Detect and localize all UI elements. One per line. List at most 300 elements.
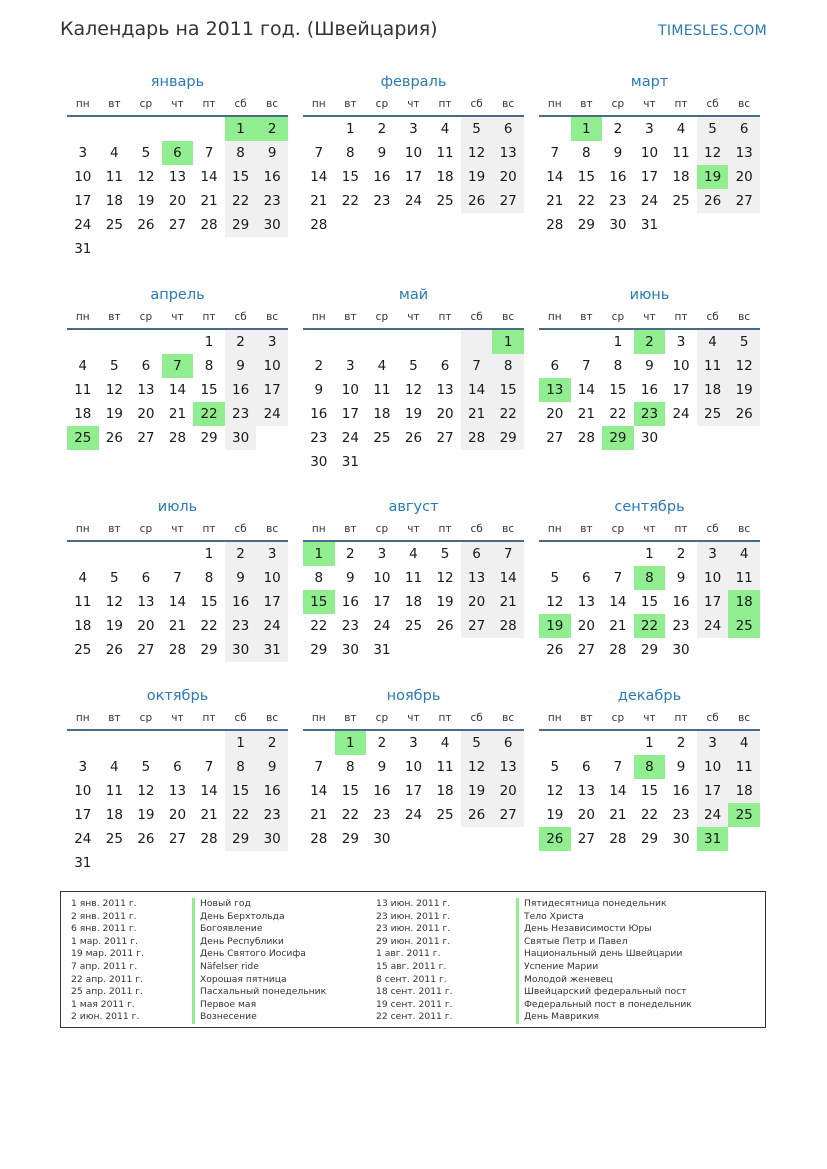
- day-cell[interactable]: 10: [341, 382, 359, 398]
- day-cell[interactable]: 14: [310, 169, 328, 185]
- day-cell[interactable]: 22: [640, 807, 659, 823]
- day-cell[interactable]: 9: [256, 141, 288, 165]
- day-cell[interactable]: 25: [74, 642, 92, 658]
- day-cell[interactable]: 1: [346, 121, 355, 137]
- day-cell[interactable]: 9: [676, 759, 686, 775]
- day-cell[interactable]: 7: [173, 570, 182, 586]
- holiday-day-cell[interactable]: 19: [697, 165, 729, 189]
- day-cell[interactable]: 31: [74, 855, 92, 871]
- holiday-day-cell[interactable]: 23: [634, 402, 666, 426]
- day-cell[interactable]: 31: [373, 642, 391, 658]
- day-cell[interactable]: 24: [256, 402, 288, 426]
- day-cell[interactable]: 2: [377, 735, 387, 751]
- day-cell[interactable]: 20: [436, 406, 454, 422]
- day-cell[interactable]: 23: [225, 614, 257, 638]
- day-cell[interactable]: 22: [492, 402, 524, 426]
- day-cell[interactable]: 25: [105, 217, 123, 233]
- day-cell[interactable]: 21: [168, 618, 187, 634]
- day-cell[interactable]: 20: [137, 618, 155, 634]
- day-cell[interactable]: 10: [256, 566, 288, 590]
- day-cell[interactable]: 6: [173, 759, 182, 775]
- day-cell[interactable]: 4: [440, 121, 450, 137]
- holiday-day-cell[interactable]: 26: [539, 827, 571, 851]
- day-cell[interactable]: 24: [256, 614, 288, 638]
- day-cell[interactable]: 3: [697, 731, 729, 755]
- day-cell[interactable]: 1: [645, 546, 654, 562]
- day-cell[interactable]: 29: [225, 213, 257, 237]
- day-cell[interactable]: 5: [550, 570, 560, 586]
- day-cell[interactable]: 7: [204, 145, 214, 161]
- day-cell[interactable]: 24: [672, 406, 690, 422]
- day-cell[interactable]: 14: [310, 783, 328, 799]
- holiday-day-cell[interactable]: 25: [67, 426, 99, 450]
- day-cell[interactable]: 5: [461, 117, 493, 141]
- day-cell[interactable]: 14: [546, 169, 564, 185]
- day-cell[interactable]: 24: [404, 807, 423, 823]
- day-cell[interactable]: 12: [137, 783, 155, 799]
- day-cell[interactable]: 1: [613, 334, 623, 350]
- day-cell[interactable]: 17: [404, 169, 423, 185]
- day-cell[interactable]: 18: [105, 807, 123, 823]
- day-cell[interactable]: 21: [577, 406, 595, 422]
- holiday-day-cell[interactable]: 22: [193, 402, 225, 426]
- day-cell[interactable]: 16: [373, 169, 391, 185]
- day-cell[interactable]: 23: [256, 189, 288, 213]
- day-cell[interactable]: 16: [672, 783, 690, 799]
- day-cell[interactable]: 29: [492, 426, 524, 450]
- day-cell[interactable]: 9: [314, 382, 324, 398]
- day-cell[interactable]: 29: [341, 831, 359, 847]
- holiday-day-cell[interactable]: 15: [303, 590, 335, 614]
- day-cell[interactable]: 10: [74, 169, 92, 185]
- day-cell[interactable]: 31: [341, 454, 359, 470]
- day-cell[interactable]: 5: [110, 570, 119, 586]
- day-cell[interactable]: 26: [461, 189, 493, 213]
- day-cell[interactable]: 4: [697, 330, 729, 354]
- day-cell[interactable]: 13: [728, 141, 760, 165]
- day-cell[interactable]: 13: [492, 141, 524, 165]
- day-cell[interactable]: 11: [436, 145, 454, 161]
- day-cell[interactable]: 28: [310, 217, 328, 233]
- holiday-day-cell[interactable]: 31: [697, 827, 729, 851]
- day-cell[interactable]: 23: [373, 193, 391, 209]
- day-cell[interactable]: 22: [577, 193, 595, 209]
- day-cell[interactable]: 13: [461, 566, 493, 590]
- day-cell[interactable]: 29: [577, 217, 595, 233]
- day-cell[interactable]: 1: [225, 731, 257, 755]
- day-cell[interactable]: 16: [609, 169, 627, 185]
- day-cell[interactable]: 5: [110, 358, 119, 374]
- day-cell[interactable]: 22: [341, 193, 359, 209]
- holiday-day-cell[interactable]: 1: [303, 542, 335, 566]
- day-cell[interactable]: 25: [404, 618, 423, 634]
- day-cell[interactable]: 27: [436, 430, 454, 446]
- day-cell[interactable]: 8: [204, 358, 214, 374]
- holiday-day-cell[interactable]: 1: [225, 117, 257, 141]
- day-cell[interactable]: 30: [341, 642, 359, 658]
- day-cell[interactable]: 3: [346, 358, 355, 374]
- day-cell[interactable]: 10: [697, 755, 729, 779]
- day-cell[interactable]: 5: [461, 731, 493, 755]
- day-cell[interactable]: 27: [728, 189, 760, 213]
- day-cell[interactable]: 23: [225, 402, 257, 426]
- day-cell[interactable]: 14: [492, 566, 524, 590]
- day-cell[interactable]: 3: [409, 121, 418, 137]
- day-cell[interactable]: 8: [492, 354, 524, 378]
- day-cell[interactable]: 12: [137, 169, 155, 185]
- day-cell[interactable]: 28: [200, 831, 218, 847]
- day-cell[interactable]: 11: [436, 759, 454, 775]
- day-cell[interactable]: 7: [314, 145, 324, 161]
- day-cell[interactable]: 28: [546, 217, 564, 233]
- day-cell[interactable]: 12: [697, 141, 729, 165]
- day-cell[interactable]: 2: [225, 542, 257, 566]
- day-cell[interactable]: 5: [440, 546, 450, 562]
- day-cell[interactable]: 14: [168, 382, 187, 398]
- day-cell[interactable]: 17: [256, 378, 288, 402]
- day-cell[interactable]: 28: [609, 642, 627, 658]
- day-cell[interactable]: 24: [697, 803, 729, 827]
- day-cell[interactable]: 23: [341, 618, 359, 634]
- day-cell[interactable]: 13: [436, 382, 454, 398]
- day-cell[interactable]: 15: [609, 382, 627, 398]
- day-cell[interactable]: 18: [74, 406, 92, 422]
- day-cell[interactable]: 7: [461, 354, 493, 378]
- day-cell[interactable]: 21: [200, 807, 218, 823]
- day-cell[interactable]: 5: [409, 358, 418, 374]
- day-cell[interactable]: 7: [204, 759, 214, 775]
- day-cell[interactable]: 17: [373, 594, 391, 610]
- day-cell[interactable]: 17: [404, 783, 423, 799]
- day-cell[interactable]: 8: [582, 145, 591, 161]
- day-cell[interactable]: 17: [341, 406, 359, 422]
- day-cell[interactable]: 9: [377, 759, 387, 775]
- day-cell[interactable]: 19: [137, 193, 155, 209]
- day-cell[interactable]: 17: [74, 807, 92, 823]
- day-cell[interactable]: 28: [168, 642, 187, 658]
- day-cell[interactable]: 15: [492, 378, 524, 402]
- day-cell[interactable]: 19: [105, 406, 123, 422]
- day-cell[interactable]: 30: [310, 454, 328, 470]
- day-cell[interactable]: 10: [74, 783, 92, 799]
- holiday-day-cell[interactable]: 2: [634, 330, 666, 354]
- day-cell[interactable]: 14: [609, 594, 627, 610]
- day-cell[interactable]: 11: [105, 783, 123, 799]
- day-cell[interactable]: 24: [341, 430, 359, 446]
- day-cell[interactable]: 19: [404, 406, 423, 422]
- day-cell[interactable]: 15: [200, 382, 218, 398]
- day-cell[interactable]: 27: [168, 217, 187, 233]
- day-cell[interactable]: 3: [78, 145, 88, 161]
- day-cell[interactable]: 28: [577, 430, 595, 446]
- day-cell[interactable]: 30: [225, 426, 257, 450]
- day-cell[interactable]: 17: [74, 193, 92, 209]
- holiday-day-cell[interactable]: 22: [634, 614, 666, 638]
- day-cell[interactable]: 21: [200, 193, 218, 209]
- day-cell[interactable]: 29: [200, 642, 218, 658]
- day-cell[interactable]: 21: [609, 807, 627, 823]
- day-cell[interactable]: 1: [645, 735, 654, 751]
- day-cell[interactable]: 16: [341, 594, 359, 610]
- day-cell[interactable]: 10: [373, 570, 391, 586]
- day-cell[interactable]: 16: [672, 594, 690, 610]
- day-cell[interactable]: 8: [346, 145, 355, 161]
- day-cell[interactable]: 4: [78, 358, 88, 374]
- day-cell[interactable]: 19: [728, 378, 760, 402]
- day-cell[interactable]: 13: [137, 382, 155, 398]
- day-cell[interactable]: 25: [436, 807, 454, 823]
- day-cell[interactable]: 11: [373, 382, 391, 398]
- day-cell[interactable]: 2: [676, 546, 686, 562]
- day-cell[interactable]: 15: [640, 594, 659, 610]
- day-cell[interactable]: 11: [105, 169, 123, 185]
- day-cell[interactable]: 14: [168, 594, 187, 610]
- day-cell[interactable]: 7: [492, 542, 524, 566]
- day-cell[interactable]: 21: [546, 193, 564, 209]
- day-cell[interactable]: 8: [225, 755, 257, 779]
- day-cell[interactable]: 18: [105, 193, 123, 209]
- day-cell[interactable]: 26: [137, 217, 155, 233]
- day-cell[interactable]: 11: [404, 570, 423, 586]
- day-cell[interactable]: 27: [137, 642, 155, 658]
- day-cell[interactable]: 29: [225, 827, 257, 851]
- day-cell[interactable]: 26: [105, 642, 123, 658]
- holiday-day-cell[interactable]: 8: [634, 755, 666, 779]
- day-cell[interactable]: 22: [225, 189, 257, 213]
- day-cell[interactable]: 6: [550, 358, 560, 374]
- day-cell[interactable]: 8: [225, 141, 257, 165]
- day-cell[interactable]: 26: [404, 430, 423, 446]
- day-cell[interactable]: 16: [225, 378, 257, 402]
- day-cell[interactable]: 4: [377, 358, 387, 374]
- day-cell[interactable]: 27: [492, 803, 524, 827]
- holiday-day-cell[interactable]: 1: [492, 330, 524, 354]
- day-cell[interactable]: 31: [640, 217, 659, 233]
- day-cell[interactable]: 30: [640, 430, 659, 446]
- holiday-day-cell[interactable]: 8: [634, 566, 666, 590]
- day-cell[interactable]: 4: [440, 735, 450, 751]
- day-cell[interactable]: 9: [676, 570, 686, 586]
- day-cell[interactable]: 15: [225, 165, 257, 189]
- day-cell[interactable]: 6: [492, 731, 524, 755]
- day-cell[interactable]: 9: [613, 145, 623, 161]
- day-cell[interactable]: 29: [200, 430, 218, 446]
- day-cell[interactable]: 21: [461, 402, 493, 426]
- day-cell[interactable]: 11: [672, 145, 690, 161]
- day-cell[interactable]: 10: [697, 566, 729, 590]
- day-cell[interactable]: 18: [436, 783, 454, 799]
- day-cell[interactable]: 7: [613, 759, 623, 775]
- day-cell[interactable]: 9: [225, 354, 257, 378]
- day-cell[interactable]: 15: [640, 783, 659, 799]
- day-cell[interactable]: 23: [373, 807, 391, 823]
- day-cell[interactable]: 23: [310, 430, 328, 446]
- day-cell[interactable]: 20: [577, 807, 595, 823]
- holiday-day-cell[interactable]: 29: [602, 426, 634, 450]
- day-cell[interactable]: 19: [461, 779, 493, 803]
- day-cell[interactable]: 27: [137, 430, 155, 446]
- day-cell[interactable]: 22: [310, 618, 328, 634]
- day-cell[interactable]: 30: [256, 827, 288, 851]
- day-cell[interactable]: 7: [314, 759, 324, 775]
- day-cell[interactable]: 16: [640, 382, 659, 398]
- day-cell[interactable]: 6: [728, 117, 760, 141]
- holiday-day-cell[interactable]: 6: [162, 141, 194, 165]
- day-cell[interactable]: 30: [672, 831, 690, 847]
- day-cell[interactable]: 12: [105, 594, 123, 610]
- day-cell[interactable]: 4: [110, 759, 119, 775]
- day-cell[interactable]: 4: [409, 546, 418, 562]
- day-cell[interactable]: 4: [78, 570, 88, 586]
- day-cell[interactable]: 6: [440, 358, 450, 374]
- day-cell[interactable]: 12: [436, 570, 454, 586]
- day-cell[interactable]: 26: [137, 831, 155, 847]
- holiday-day-cell[interactable]: 7: [162, 354, 194, 378]
- day-cell[interactable]: 7: [582, 358, 591, 374]
- holiday-day-cell[interactable]: 18: [728, 590, 760, 614]
- day-cell[interactable]: 5: [141, 145, 151, 161]
- day-cell[interactable]: 20: [461, 590, 493, 614]
- day-cell[interactable]: 7: [550, 145, 560, 161]
- day-cell[interactable]: 5: [141, 759, 151, 775]
- day-cell[interactable]: 2: [613, 121, 623, 137]
- day-cell[interactable]: 14: [200, 169, 218, 185]
- day-cell[interactable]: 14: [609, 783, 627, 799]
- day-cell[interactable]: 13: [577, 783, 595, 799]
- day-cell[interactable]: 12: [546, 783, 564, 799]
- day-cell[interactable]: 3: [697, 542, 729, 566]
- day-cell[interactable]: 31: [74, 241, 92, 257]
- day-cell[interactable]: 24: [74, 217, 92, 233]
- day-cell[interactable]: 10: [672, 358, 690, 374]
- day-cell[interactable]: 13: [168, 783, 187, 799]
- day-cell[interactable]: 20: [492, 779, 524, 803]
- day-cell[interactable]: 15: [577, 169, 595, 185]
- day-cell[interactable]: 16: [256, 779, 288, 803]
- day-cell[interactable]: 4: [110, 145, 119, 161]
- day-cell[interactable]: 11: [728, 755, 760, 779]
- day-cell[interactable]: 3: [676, 334, 686, 350]
- day-cell[interactable]: 18: [436, 169, 454, 185]
- day-cell[interactable]: 14: [577, 382, 595, 398]
- day-cell[interactable]: 30: [672, 642, 690, 658]
- day-cell[interactable]: 3: [78, 759, 88, 775]
- day-cell[interactable]: 26: [461, 803, 493, 827]
- day-cell[interactable]: 20: [168, 193, 187, 209]
- day-cell[interactable]: 21: [492, 590, 524, 614]
- day-cell[interactable]: 18: [74, 618, 92, 634]
- day-cell[interactable]: 18: [404, 594, 423, 610]
- day-cell[interactable]: 17: [256, 590, 288, 614]
- day-cell[interactable]: 30: [609, 217, 627, 233]
- day-cell[interactable]: 21: [310, 807, 328, 823]
- day-cell[interactable]: 14: [200, 783, 218, 799]
- day-cell[interactable]: 22: [609, 406, 627, 422]
- day-cell[interactable]: 26: [105, 430, 123, 446]
- day-cell[interactable]: 18: [697, 378, 729, 402]
- day-cell[interactable]: 10: [640, 145, 659, 161]
- day-cell[interactable]: 5: [697, 117, 729, 141]
- holiday-day-cell[interactable]: 1: [335, 731, 367, 755]
- holiday-day-cell[interactable]: 25: [728, 614, 760, 638]
- day-cell[interactable]: 1: [204, 546, 214, 562]
- day-cell[interactable]: 15: [341, 783, 359, 799]
- day-cell[interactable]: 29: [640, 831, 659, 847]
- day-cell[interactable]: 15: [200, 594, 218, 610]
- day-cell[interactable]: 24: [373, 618, 391, 634]
- day-cell[interactable]: 30: [225, 638, 257, 662]
- day-cell[interactable]: 3: [256, 330, 288, 354]
- holiday-day-cell[interactable]: 2: [256, 117, 288, 141]
- day-cell[interactable]: 18: [672, 169, 690, 185]
- day-cell[interactable]: 12: [461, 755, 493, 779]
- day-cell[interactable]: 2: [314, 358, 324, 374]
- day-cell[interactable]: 19: [461, 165, 493, 189]
- day-cell[interactable]: 8: [204, 570, 214, 586]
- day-cell[interactable]: 16: [256, 165, 288, 189]
- day-cell[interactable]: 29: [310, 642, 328, 658]
- day-cell[interactable]: 25: [373, 430, 391, 446]
- day-cell[interactable]: 9: [377, 145, 387, 161]
- day-cell[interactable]: 2: [377, 121, 387, 137]
- day-cell[interactable]: 16: [373, 783, 391, 799]
- day-cell[interactable]: 13: [137, 594, 155, 610]
- day-cell[interactable]: 6: [461, 542, 493, 566]
- day-cell[interactable]: 28: [492, 614, 524, 638]
- day-cell[interactable]: 16: [225, 590, 257, 614]
- day-cell[interactable]: 3: [377, 546, 387, 562]
- day-cell[interactable]: 19: [105, 618, 123, 634]
- holiday-day-cell[interactable]: 25: [728, 803, 760, 827]
- day-cell[interactable]: 26: [697, 189, 729, 213]
- day-cell[interactable]: 6: [492, 117, 524, 141]
- day-cell[interactable]: 11: [74, 382, 92, 398]
- day-cell[interactable]: 7: [613, 570, 623, 586]
- day-cell[interactable]: 2: [225, 330, 257, 354]
- day-cell[interactable]: 3: [645, 121, 654, 137]
- day-cell[interactable]: 8: [314, 570, 324, 586]
- day-cell[interactable]: 10: [404, 759, 423, 775]
- day-cell[interactable]: 28: [200, 217, 218, 233]
- day-cell[interactable]: 12: [461, 141, 493, 165]
- day-cell[interactable]: 6: [582, 570, 591, 586]
- holiday-day-cell[interactable]: 1: [571, 117, 603, 141]
- day-cell[interactable]: 13: [492, 755, 524, 779]
- day-cell[interactable]: 26: [546, 642, 564, 658]
- day-cell[interactable]: 25: [436, 193, 454, 209]
- day-cell[interactable]: 6: [141, 570, 151, 586]
- day-cell[interactable]: 26: [728, 402, 760, 426]
- day-cell[interactable]: 12: [728, 354, 760, 378]
- day-cell[interactable]: 23: [672, 618, 690, 634]
- day-cell[interactable]: 17: [640, 169, 659, 185]
- day-cell[interactable]: 19: [137, 807, 155, 823]
- day-cell[interactable]: 27: [168, 831, 187, 847]
- day-cell[interactable]: 6: [582, 759, 591, 775]
- day-cell[interactable]: 13: [168, 169, 187, 185]
- day-cell[interactable]: 3: [409, 735, 418, 751]
- day-cell[interactable]: 10: [256, 354, 288, 378]
- day-cell[interactable]: 23: [672, 807, 690, 823]
- holiday-day-cell[interactable]: 13: [539, 378, 571, 402]
- day-cell[interactable]: 16: [310, 406, 328, 422]
- day-cell[interactable]: 9: [225, 566, 257, 590]
- day-cell[interactable]: 24: [697, 614, 729, 638]
- day-cell[interactable]: 27: [461, 614, 493, 638]
- day-cell[interactable]: 28: [461, 426, 493, 450]
- day-cell[interactable]: 25: [105, 831, 123, 847]
- day-cell[interactable]: 23: [609, 193, 627, 209]
